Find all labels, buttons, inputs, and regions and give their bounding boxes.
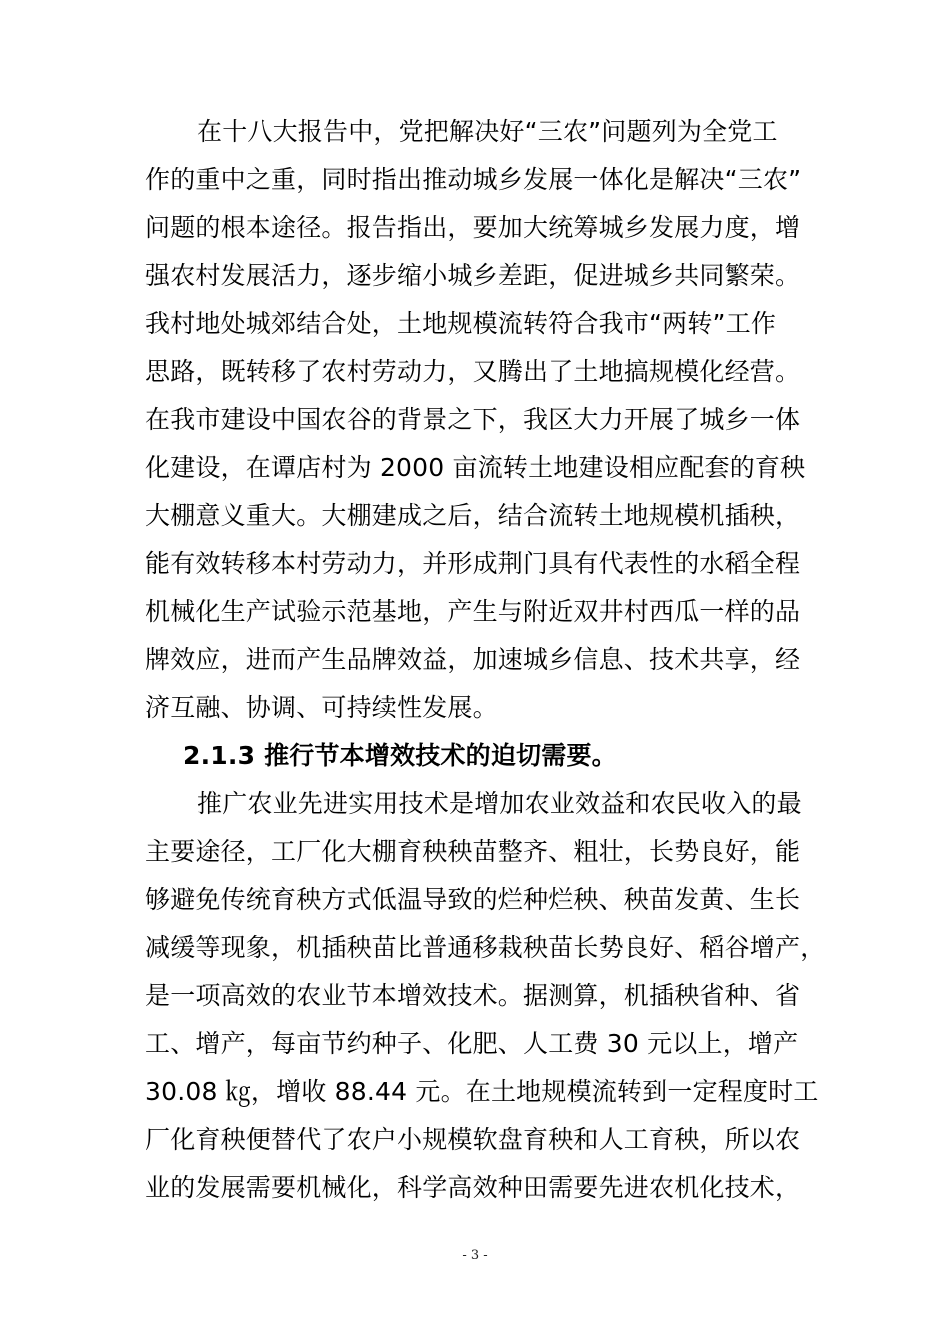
body-text (145, 108, 825, 1212)
paragraph-line: 济互融、协调、可持续性发展。 (145, 693, 498, 722)
paragraph-line: 工、增产，每亩节约种子、化肥、人工费 30 元以上，增产 (145, 1029, 799, 1058)
paragraph-line: 减缓等现象，机插秧苗比普通移栽秧苗长势良好、稻谷增产， (145, 933, 826, 962)
paragraph-line: 牌效应，进而产生品牌效益，加速城乡信息、技术共享，经 (145, 645, 801, 674)
paragraph-line: 业的发展需要机械化，科学高效种田需要先进农机化技术， (145, 1173, 801, 1202)
paragraph-line: 化建设，在谭店村为 2000 亩流转土地建设相应配套的育秧 (145, 453, 806, 482)
paragraph-line: 作的重中之重，同时指出推动城乡发展一体化是解决“三农” (145, 165, 802, 194)
paragraph-line: 够避免传统育秧方式低温导致的烂种烂秧、秧苗发黄、生长 (145, 885, 801, 914)
paragraph-line: 30.08 ㎏，增收 88.44 元。在土地规模流转到一定程度时工 (145, 1077, 819, 1106)
paragraph-line: 思路，既转移了农村劳动力，又腾出了土地搞规模化经营。 (145, 357, 801, 386)
paragraph-line: 我村地处城郊结合处，土地规模流转符合我市“两转”工作 (145, 309, 777, 338)
paragraph-line: 在我市建设中国农谷的背景之下，我区大力开展了城乡一体 (145, 405, 801, 434)
section-heading: 2.1.3 推行节本增效技术的迫切需要。 (183, 741, 617, 770)
paragraph-line: 大棚意义重大。大棚建成之后，结合流转土地规模机插秧， (145, 501, 801, 530)
paragraph-line: 强农村发展活力，逐步缩小城乡差距，促进城乡共同繁荣。 (145, 261, 801, 290)
paragraph-line: 主要途径，工厂化大棚育秧秧苗整齐、粗壮，长势良好，能 (145, 837, 801, 866)
paragraph-line: 机械化生产试验示范基地，产生与附近双井村西瓜一样的品 (145, 597, 801, 626)
paragraph-line: 能有效转移本村劳动力，并形成荆门具有代表性的水稻全程 (145, 549, 801, 578)
paragraph-line: 推广农业先进实用技术是增加农业效益和农民收入的最 (197, 789, 802, 818)
paragraph-line: 问题的根本途径。报告指出，要加大统筹城乡发展力度，增 (145, 213, 801, 242)
paragraph-line: 厂化育秧便替代了农户小规模软盘育秧和人工育秧，所以农 (145, 1125, 801, 1154)
paragraph-line: 在十八大报告中，党把解决好“三农”问题列为全党工 (197, 117, 778, 146)
paragraph-line: 是一项高效的农业节本增效技术。据测算，机插秧省种、省 (145, 981, 801, 1010)
page-number: - 3 - (462, 1248, 488, 1263)
